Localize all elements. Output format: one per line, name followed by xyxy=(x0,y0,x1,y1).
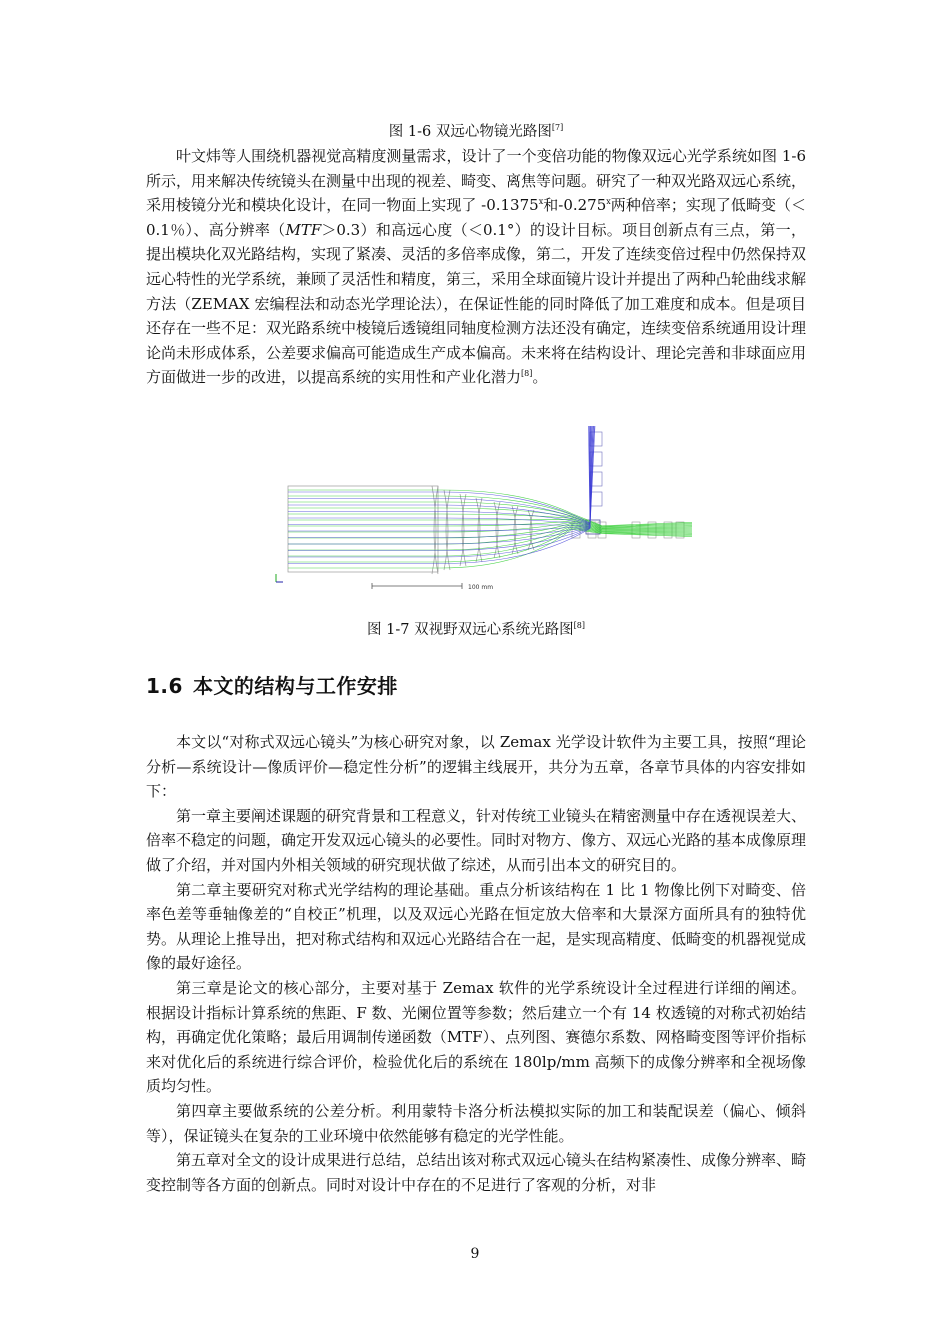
figure-1-7-optical-layout xyxy=(272,422,702,600)
paragraph-body: 叶文炜等人围绕机器视觉高精度测量需求，设计了一个变倍功能的物像双远心光学系统如图 1-6 所示，用来解决传统镜头在测量中出现的视差、畸变、离焦等问题。研究了一种双光路双远心系统，采用棱镜分光和模块化设计，在同一物面上实现了 -0.1375$^x$和-0.275$^x$两种倍率；实现了低畸变（＜0.1％）、高分辨率（MTF＞0.3）和高远心度（＜0.1°）的设计目标。项目创新点有三点，第一，提出模块化双光路结构，实现了紧凑、灵活的多倍率成像，第二，开发了连续变倍过程中仍然保持双远心特性的光学系统，兼顾了灵活性和精度，第三，采用全球面镜片设计并提出了两种凸轮曲线求解方法（ZEMAX 宏编程法和动态光学理论法），在保证性能的同时降低了加工难度和成本。但是项目还存在一些不足：双光路系统中棱镜后透镜组同轴度检测方法还没有确定，连续变倍系统通用设计理论尚未形成体系，公差要求偏高可能造成生产成本偏高。未来将在结构设计、理论完善和非球面应用方面做进一步的改进，以提高系统的实用性和产业化潜力[8]。 xyxy=(146,147,807,387)
paragraph-ye-wenwei xyxy=(146,144,806,390)
mtf-symbol: MTF xyxy=(285,220,322,239)
paragraph-chapter-4: 第四章主要做系统的公差分析。利用蒙特卡洛分析法模拟实际的加工和装配误差（偏心、倾斜等），保证镜头在复杂的工业环境中依然能够有稳定的光学性能。 xyxy=(146,1101,806,1145)
light-rays xyxy=(288,426,692,568)
object-field-outline xyxy=(288,486,438,572)
lens-element xyxy=(476,498,482,562)
page-number: 9 xyxy=(470,1246,480,1262)
light-ray-blue xyxy=(288,426,592,531)
section-title: 本文的结构与工作安排 xyxy=(192,674,398,698)
paragraph-intro: 本文以“对称式双远心镜头”为核心研究对象，以 Zemax 光学设计软件为主要工具，按照“理论分析—系统设计—像质评价—稳定性分析”的逻辑主线展开，共分为五章，各章节具体的内容安排如下： xyxy=(146,733,806,801)
citation-ref[interactable]: [7] xyxy=(551,123,564,132)
figure-1-7-caption xyxy=(146,616,806,640)
lens-element xyxy=(432,486,438,574)
section-number: 1.6 xyxy=(146,674,183,698)
light-ray-blue xyxy=(288,426,591,526)
caption-text: 图 1-7 双视野双远心系统光路图 xyxy=(367,622,574,638)
light-ray-blue xyxy=(288,426,590,523)
light-ray-blue xyxy=(288,426,593,538)
paragraph-chapter-1: 第一章主要阐述课题的研究背景和工程意义，针对传统工业镜头在精密测量中存在透视误差大、倍率不稳定的问题，确定开发双远心镜头的必要性。同时对物方、像方、双远心光路的基本成像原理做了介绍，并对国内外相关领域的研究现状做了综述，从而引出本文的研究目的。 xyxy=(146,806,807,874)
paragraph-chapter-5: 第五章对全文的设计成果进行总结，总结出该对称式双远心镜头在结构紧凑性、成像分辨率、畸变控制等各方面的创新点。同时对设计中存在的不足进行了客观的分析，对非 xyxy=(146,1151,807,1194)
light-ray-green xyxy=(288,524,692,544)
light-ray-blue xyxy=(288,426,590,524)
scale-bar xyxy=(372,583,493,591)
caption-text: 图 1-6 双远心物镜光路图 xyxy=(388,124,552,140)
light-ray-green xyxy=(288,521,692,530)
scale-label: 100 mm xyxy=(468,584,494,591)
axis-triad-icon xyxy=(276,574,283,582)
light-ray-blue xyxy=(288,426,590,524)
figure-1-6-caption xyxy=(146,118,806,142)
ray-trace-diagram xyxy=(272,422,702,600)
paragraph-chapter-2: 第二章主要研究对称式光学结构的理论基础。重点分析该结构在 1 比 1 物像比例下对畸变、倍率色差等垂轴像差的“自校正”机理，以及双远心光路在恒定放大倍率和大景深方面所具有的独特优势。从理论上推导出，把对称式结构和双远心光路结合在一起，是实现高精度、低畸变的机器视觉成像的最好途径。 xyxy=(146,880,807,973)
section-heading xyxy=(146,670,398,699)
lens-element xyxy=(494,502,500,558)
citation-ref[interactable]: [8] xyxy=(521,369,533,379)
section-body xyxy=(146,730,806,1197)
paragraph-chapter-3: 第三章是论文的核心部分，主要对基于 Zemax 软件的光学系统设计全过程进行详细的阐述。根据设计指标计算系统的焦距、F 数、光阑位置等参数；然后建立一个有 14 枚透镜的对称式初始结构，再确定优化策略；最后用调制传递函数（MTF）、点列图、赛德尔系数、网格畸变图等评价指标来对优化后的系统进行综合评价，检验优化后的系统在 180lp/mm 高频下的成像分辨率和全视场像质均匀性。 xyxy=(146,978,806,1096)
light-ray-blue xyxy=(288,426,595,564)
citation-ref[interactable]: [8] xyxy=(573,621,585,630)
